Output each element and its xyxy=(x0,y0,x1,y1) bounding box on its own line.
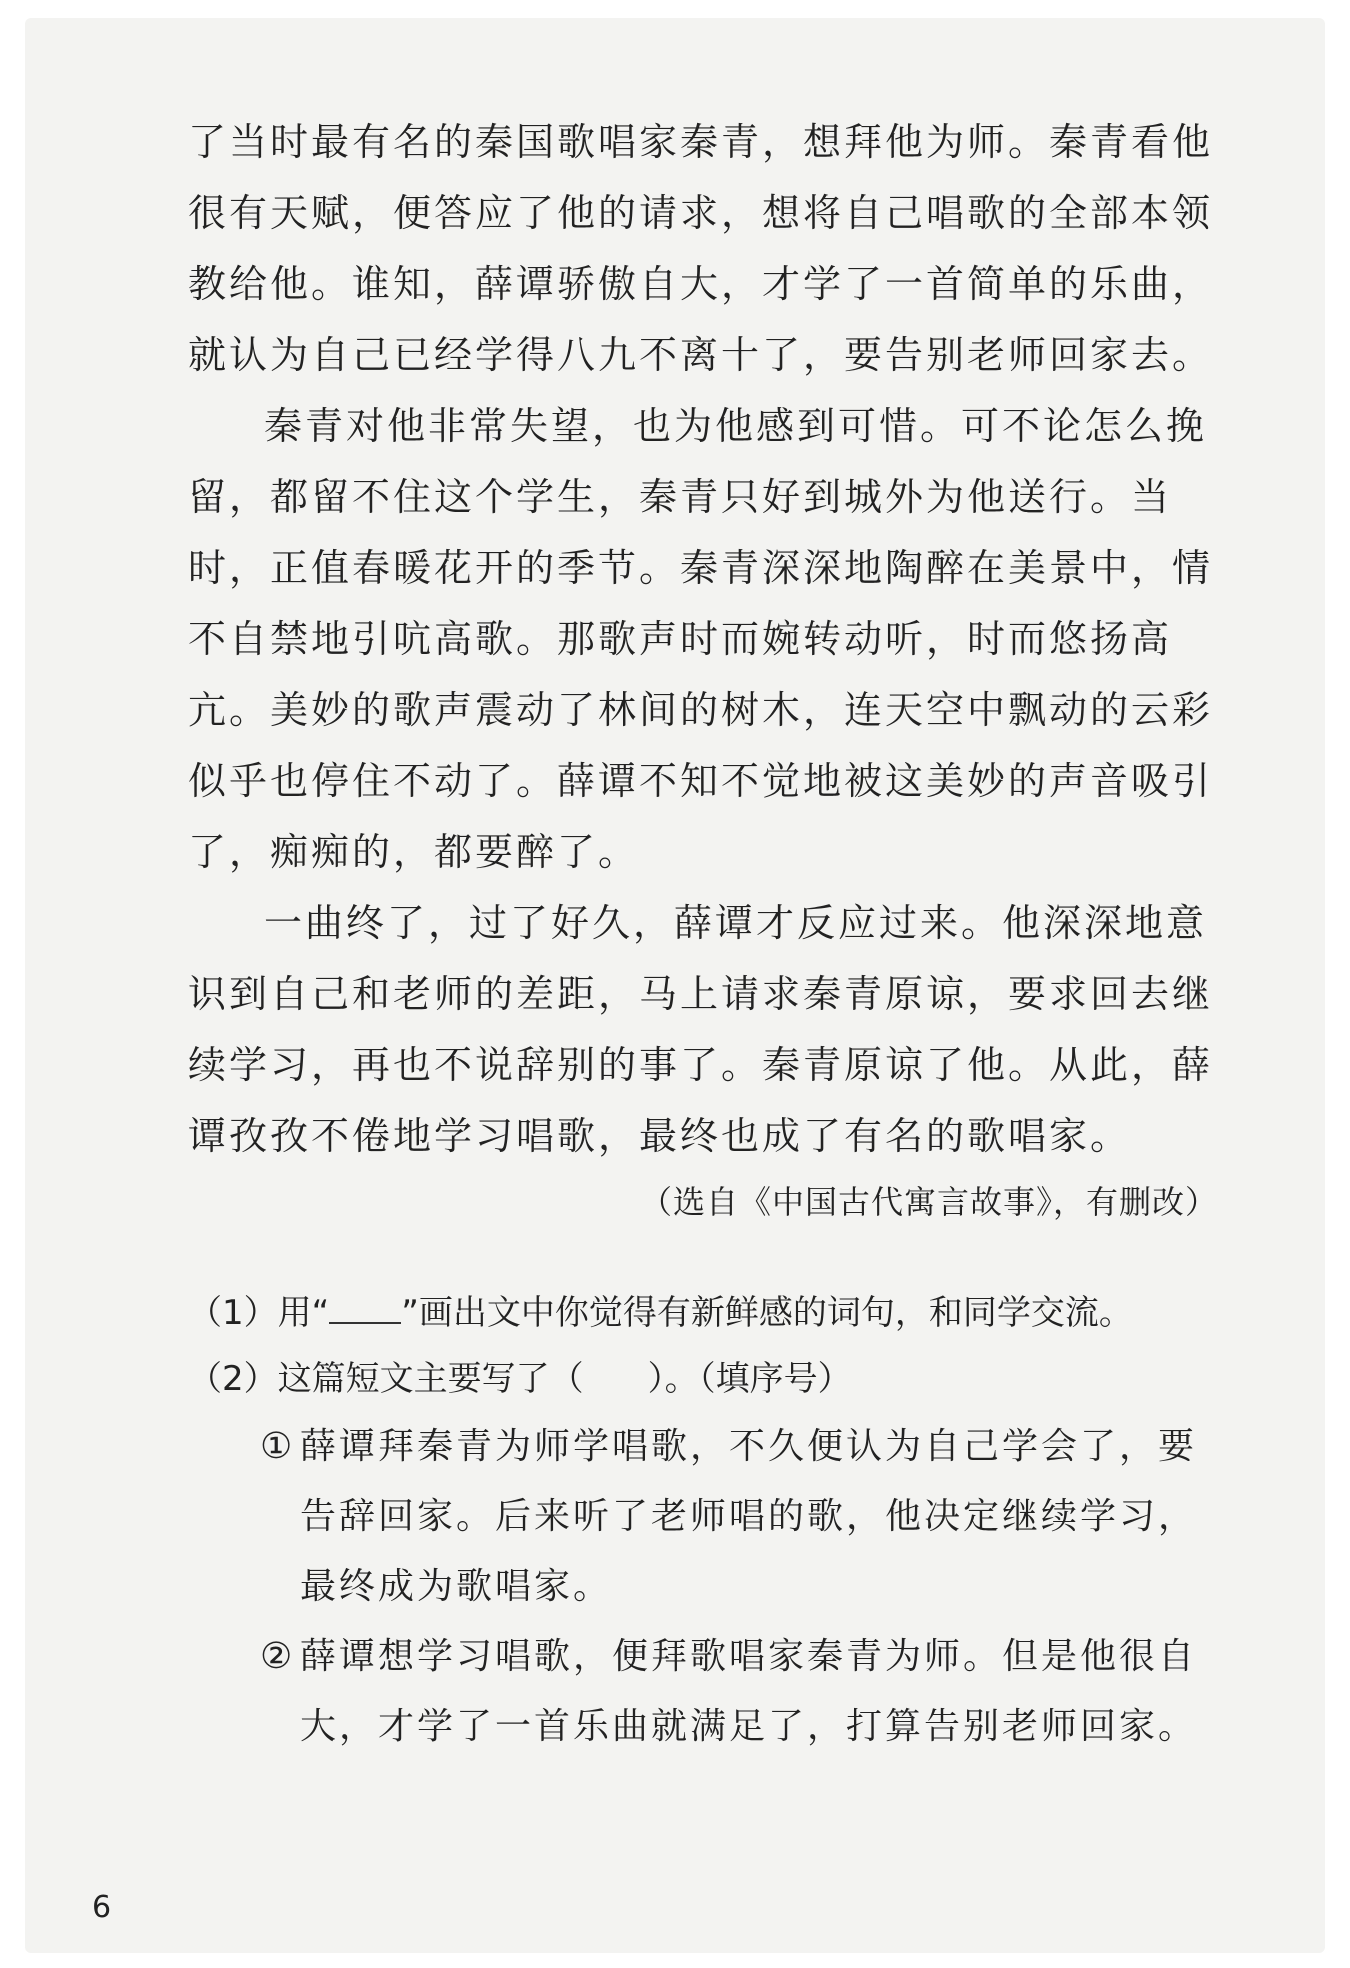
option-2-number: ② xyxy=(260,1636,296,1677)
story-source: （选自《中国古代寓言故事》，有删改） xyxy=(639,1183,1218,1221)
option-2 xyxy=(260,1622,1218,1762)
question-1-suffix: ”画出文中你觉得有新鲜感的词句，和同学交流。 xyxy=(401,1293,1133,1333)
page-number: 6 xyxy=(92,1890,112,1925)
questions-section xyxy=(188,1280,1218,1762)
option-1 xyxy=(260,1412,1218,1622)
story-paragraph-3: 一曲终了，过了好久，薛谭才反应过来。他深深地意识到自己和老师的差距，马上请求秦青原谅，要求回去继续学习，再也不说辞别的事了。秦青原谅了他。从此，薛谭孜孜不倦地学习唱歌，最终也成了有名的歌唱家。 xyxy=(188,901,1214,1158)
question-1 xyxy=(188,1280,1218,1346)
story-paragraph-2: 秦青对他非常失望，也为他感到可惜。可不论怎么挽留，都留不住这个学生，秦青只好到城外为他送行。当时，正值春暖花开的季节。秦青深深地陶醉在美景中，情不自禁地引吭高歌。那歌声时而婉转动听，时而悠扬高亢。美妙的歌声震动了林间的树木，连天空中飘动的云彩似乎也停住不动了。薛谭不知不觉地被这美妙的声音吸引了，痴痴的，都要醉了。 xyxy=(188,404,1214,874)
story-paragraph-1: 了当时最有名的秦国歌唱家秦青，想拜他为师。秦青看他很有天赋，便答应了他的请求，想将自己唱歌的全部本领教给他。谁知，薛谭骄傲自大，才学了一首简单的乐曲，就认为自己已经学得八九不离十了，要告别老师回家去。 xyxy=(188,120,1214,377)
question-2-prefix: （2）这篇短文主要写了（ xyxy=(188,1359,584,1399)
option-1-number: ① xyxy=(260,1426,296,1467)
option-2-text: 薛谭想学习唱歌，便拜歌唱家秦青为师。但是他很自大，才学了一首乐曲就满足了，打算告别老师回家。 xyxy=(300,1636,1198,1747)
story-body xyxy=(188,107,1218,1232)
question-2 xyxy=(188,1346,1218,1412)
option-1-text: 薛谭拜秦青为师学唱歌，不久便认为自己学会了，要告辞回家。后来听了老师唱的歌，他决定继续学习，最终成为歌唱家。 xyxy=(300,1426,1198,1607)
question-1-prefix: （1）用“ xyxy=(188,1293,330,1333)
underline-blank xyxy=(329,1292,401,1324)
question-2-suffix: ）。（填序号） xyxy=(647,1359,852,1399)
